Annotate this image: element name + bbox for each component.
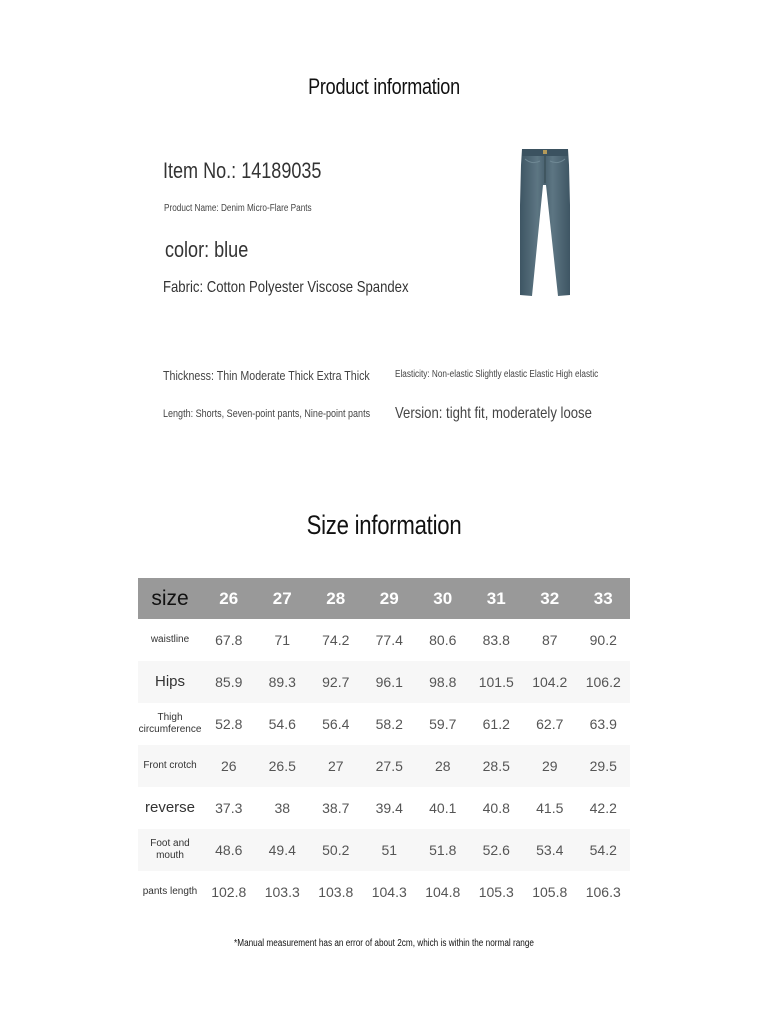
size-value-cell: 106.3 — [585, 884, 621, 900]
row-label: Foot and mouth — [138, 829, 202, 871]
size-value-cell: 58.2 — [375, 716, 403, 732]
size-value-cell: 103.3 — [264, 884, 300, 900]
item-number: Item No.: 14189035 — [163, 158, 322, 183]
size-value-cell: 96.1 — [363, 661, 417, 703]
size-value-cell: 29 — [523, 745, 577, 787]
size-information-title: Size information — [306, 510, 462, 540]
size-header-cell: 28 — [309, 578, 363, 619]
size-value-cell: 51 — [363, 829, 417, 871]
size-table-row — [138, 829, 630, 871]
size-table — [138, 578, 630, 913]
size-value-cell: 61.2 — [482, 716, 510, 732]
size-value-cell: 52.6 — [470, 829, 524, 871]
size-header-cell: 27 — [256, 578, 310, 619]
product-fabric: Fabric: Cotton Polyester Viscose Spandex — [163, 279, 409, 296]
size-table-body — [138, 619, 630, 913]
size-value-cell: 54.6 — [268, 716, 296, 732]
size-value-cell: 49.4 — [256, 829, 310, 871]
size-value-cell: 71 — [274, 632, 291, 648]
size-value-cell: 105.8 — [532, 884, 568, 900]
size-value-cell: 37.3 — [215, 800, 243, 816]
size-value-cell: 27 — [309, 745, 363, 787]
size-value-cell: 98.8 — [416, 661, 470, 703]
size-value-cell: 106.2 — [577, 661, 631, 703]
size-value-cell: 53.4 — [523, 829, 577, 871]
size-header-cell: 30 — [416, 578, 470, 619]
size-value-cell: 85.9 — [202, 661, 256, 703]
jeans-product-image — [512, 145, 578, 300]
size-value-cell: 38 — [274, 800, 291, 816]
size-value-cell: 89.3 — [256, 661, 310, 703]
product-name: Product Name: Denim Micro-Flare Pants — [164, 203, 312, 214]
size-value-cell: 59.7 — [429, 716, 457, 732]
size-value-cell: 103.8 — [318, 884, 354, 900]
size-value-cell: 52.8 — [215, 716, 243, 732]
size-header-cell: 32 — [523, 578, 577, 619]
size-value-cell: 28.5 — [470, 745, 524, 787]
row-label: pants length — [142, 886, 198, 897]
row-label: waistline — [150, 634, 190, 645]
size-value-cell: 62.7 — [536, 716, 564, 732]
size-value-cell: 40.8 — [482, 800, 510, 816]
size-table-row — [138, 661, 630, 703]
size-value-cell: 74.2 — [322, 632, 350, 648]
size-value-cell: 104.8 — [425, 884, 461, 900]
size-value-cell: 27.5 — [363, 745, 417, 787]
size-value-cell: 67.8 — [215, 632, 243, 648]
product-color: color: blue — [165, 237, 249, 262]
size-value-cell: 104.2 — [523, 661, 577, 703]
size-value-cell: 50.2 — [309, 829, 363, 871]
size-value-cell: 51.8 — [416, 829, 470, 871]
product-length: Length: Shorts, Seven-point pants, Nine-point pants — [163, 408, 371, 420]
row-label: Thigh circumference — [138, 712, 202, 735]
size-value-cell: 42.2 — [589, 800, 617, 816]
size-value-cell: 90.2 — [589, 632, 617, 648]
size-value-cell: 39.4 — [375, 800, 403, 816]
size-value-cell: 41.5 — [536, 800, 564, 816]
measurement-note: *Manual measurement has an error of about 2cm, which is within the normal range — [234, 938, 534, 949]
size-value-cell: 40.1 — [429, 800, 457, 816]
size-table-row — [138, 703, 630, 745]
size-value-cell: 29.5 — [577, 745, 631, 787]
size-value-cell: 26 — [202, 745, 256, 787]
size-header-label: size — [138, 578, 202, 619]
size-header-cell: 33 — [577, 578, 631, 619]
size-value-cell: 92.7 — [309, 661, 363, 703]
size-header-cell: 31 — [470, 578, 524, 619]
size-table-row — [138, 619, 630, 661]
row-label: reverse — [144, 799, 196, 816]
size-value-cell: 80.6 — [429, 632, 457, 648]
size-value-cell: 38.7 — [322, 800, 350, 816]
product-information-title: Product information — [308, 74, 460, 99]
product-thickness: Thickness: Thin Moderate Thick Extra Thick — [163, 368, 370, 383]
size-value-cell: 102.8 — [211, 884, 247, 900]
size-value-cell: 87 — [541, 632, 558, 648]
size-value-cell: 105.3 — [478, 884, 514, 900]
row-label: Hips — [138, 661, 202, 703]
size-value-cell: 101.5 — [470, 661, 524, 703]
size-value-cell: 48.6 — [202, 829, 256, 871]
size-header-cell: 26 — [202, 578, 256, 619]
size-value-cell: 77.4 — [375, 632, 403, 648]
size-value-cell: 54.2 — [577, 829, 631, 871]
size-value-cell: 26.5 — [256, 745, 310, 787]
size-table-row — [138, 787, 630, 829]
size-header-row — [138, 578, 630, 619]
size-value-cell: 28 — [416, 745, 470, 787]
size-header-cell: 29 — [363, 578, 417, 619]
row-label: Front crotch — [138, 745, 202, 787]
size-table-row — [138, 871, 630, 913]
size-value-cell: 83.8 — [482, 632, 510, 648]
size-value-cell: 104.3 — [371, 884, 407, 900]
size-value-cell: 63.9 — [589, 716, 617, 732]
size-value-cell: 56.4 — [322, 716, 350, 732]
product-version: Version: tight fit, moderately loose — [395, 405, 592, 422]
size-table-row — [138, 745, 630, 787]
product-elasticity: Elasticity: Non-elastic Slightly elastic Elastic High elastic — [395, 369, 599, 380]
